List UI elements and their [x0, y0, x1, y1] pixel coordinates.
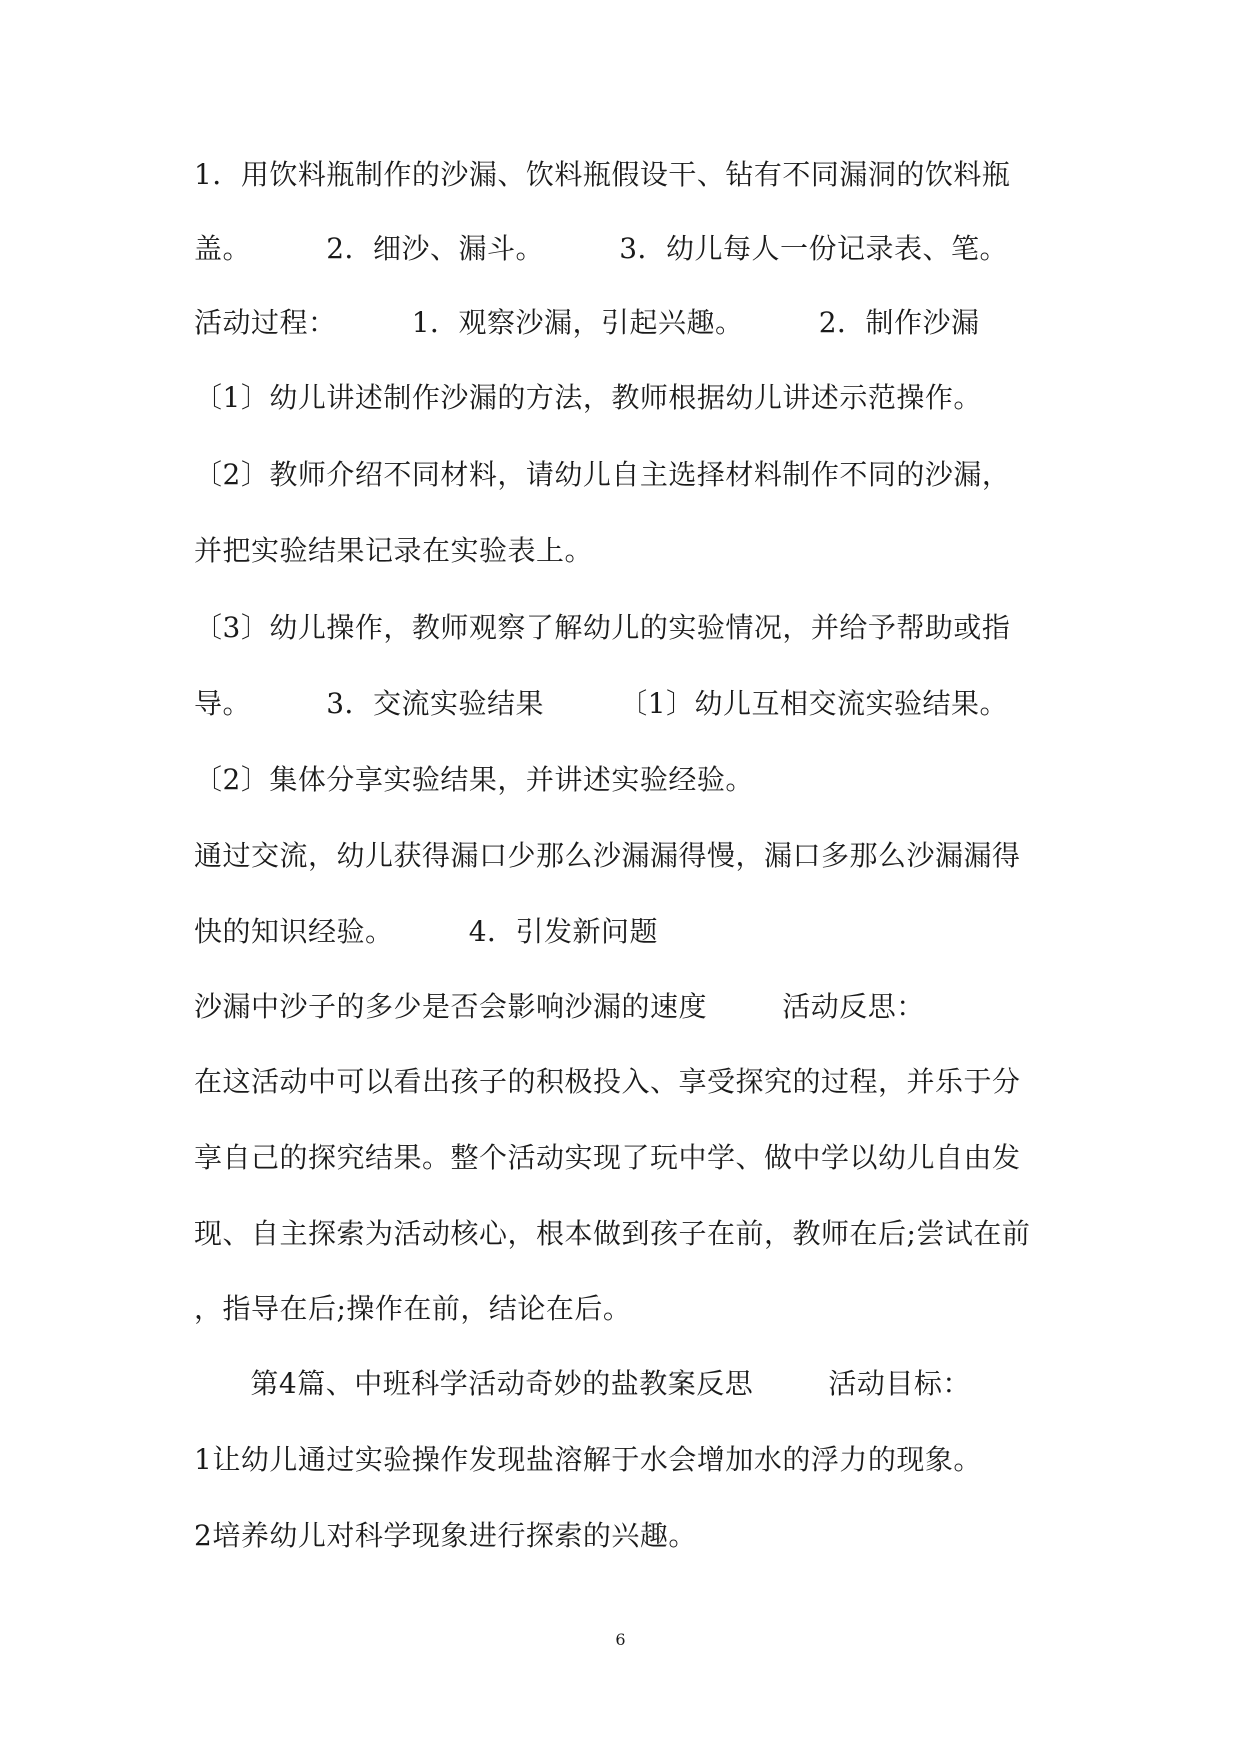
text-line: 通过交流，幼儿获得漏口少那么沙漏漏得慢，漏口多那么沙漏漏得 [194, 839, 1021, 872]
text-line: 在这活动中可以看出孩子的积极投入、享受探究的过程，并乐于分 [194, 1065, 1021, 1098]
text-line: 沙漏中沙子的多少是否会影响沙漏的速度 活动反思： [194, 990, 925, 1023]
text-line: 1让幼儿通过实验操作发现盐溶解于水会增加水的浮力的现象。 [194, 1443, 982, 1476]
text-line: 活动过程： 1．观察沙漏，引起兴趣。 2．制作沙漏 [194, 306, 980, 339]
text-line: 1．用饮料瓶制作的沙漏、饮料瓶假设干、钻有不同漏洞的饮料瓶 [194, 158, 1011, 191]
section-heading-line: 第4篇、中班科学活动奇妙的盐教案反思 活动目标： [194, 1367, 971, 1400]
text-line: 享自己的探究结果。整个活动实现了玩中学、做中学以幼儿自由发 [194, 1141, 1021, 1174]
text-line: 〔1〕幼儿讲述制作沙漏的方法，教师根据幼儿讲述示范操作。 [194, 381, 982, 414]
text-line: 盖。 2．细沙、漏斗。 3．幼儿每人一份记录表、笔。 [194, 232, 1009, 265]
text-line: 〔2〕集体分享实验结果，并讲述实验经验。 [194, 763, 754, 796]
text-line: 2培养幼儿对科学现象进行探索的兴趣。 [194, 1519, 697, 1552]
text-line: 现、自主探索为活动核心，根本做到孩子在前，教师在后;尝试在前 [194, 1217, 1031, 1250]
text-line: 导。 3．交流实验结果 〔1〕幼儿互相交流实验结果。 [194, 687, 1009, 720]
text-line: 〔3〕幼儿操作，教师观察了解幼儿的实验情况，并给予帮助或指 [194, 611, 1011, 644]
text-line: 并把实验结果记录在实验表上。 [194, 534, 594, 567]
text-line: 快的知识经验。 4．引发新问题 [194, 915, 659, 948]
page-number: 6 [615, 1630, 626, 1649]
text-line: 〔2〕教师介绍不同材料，请幼儿自主选择材料制作不同的沙漏， [194, 458, 1011, 491]
text-line: ，指导在后;操作在前，结论在后。 [194, 1292, 632, 1325]
